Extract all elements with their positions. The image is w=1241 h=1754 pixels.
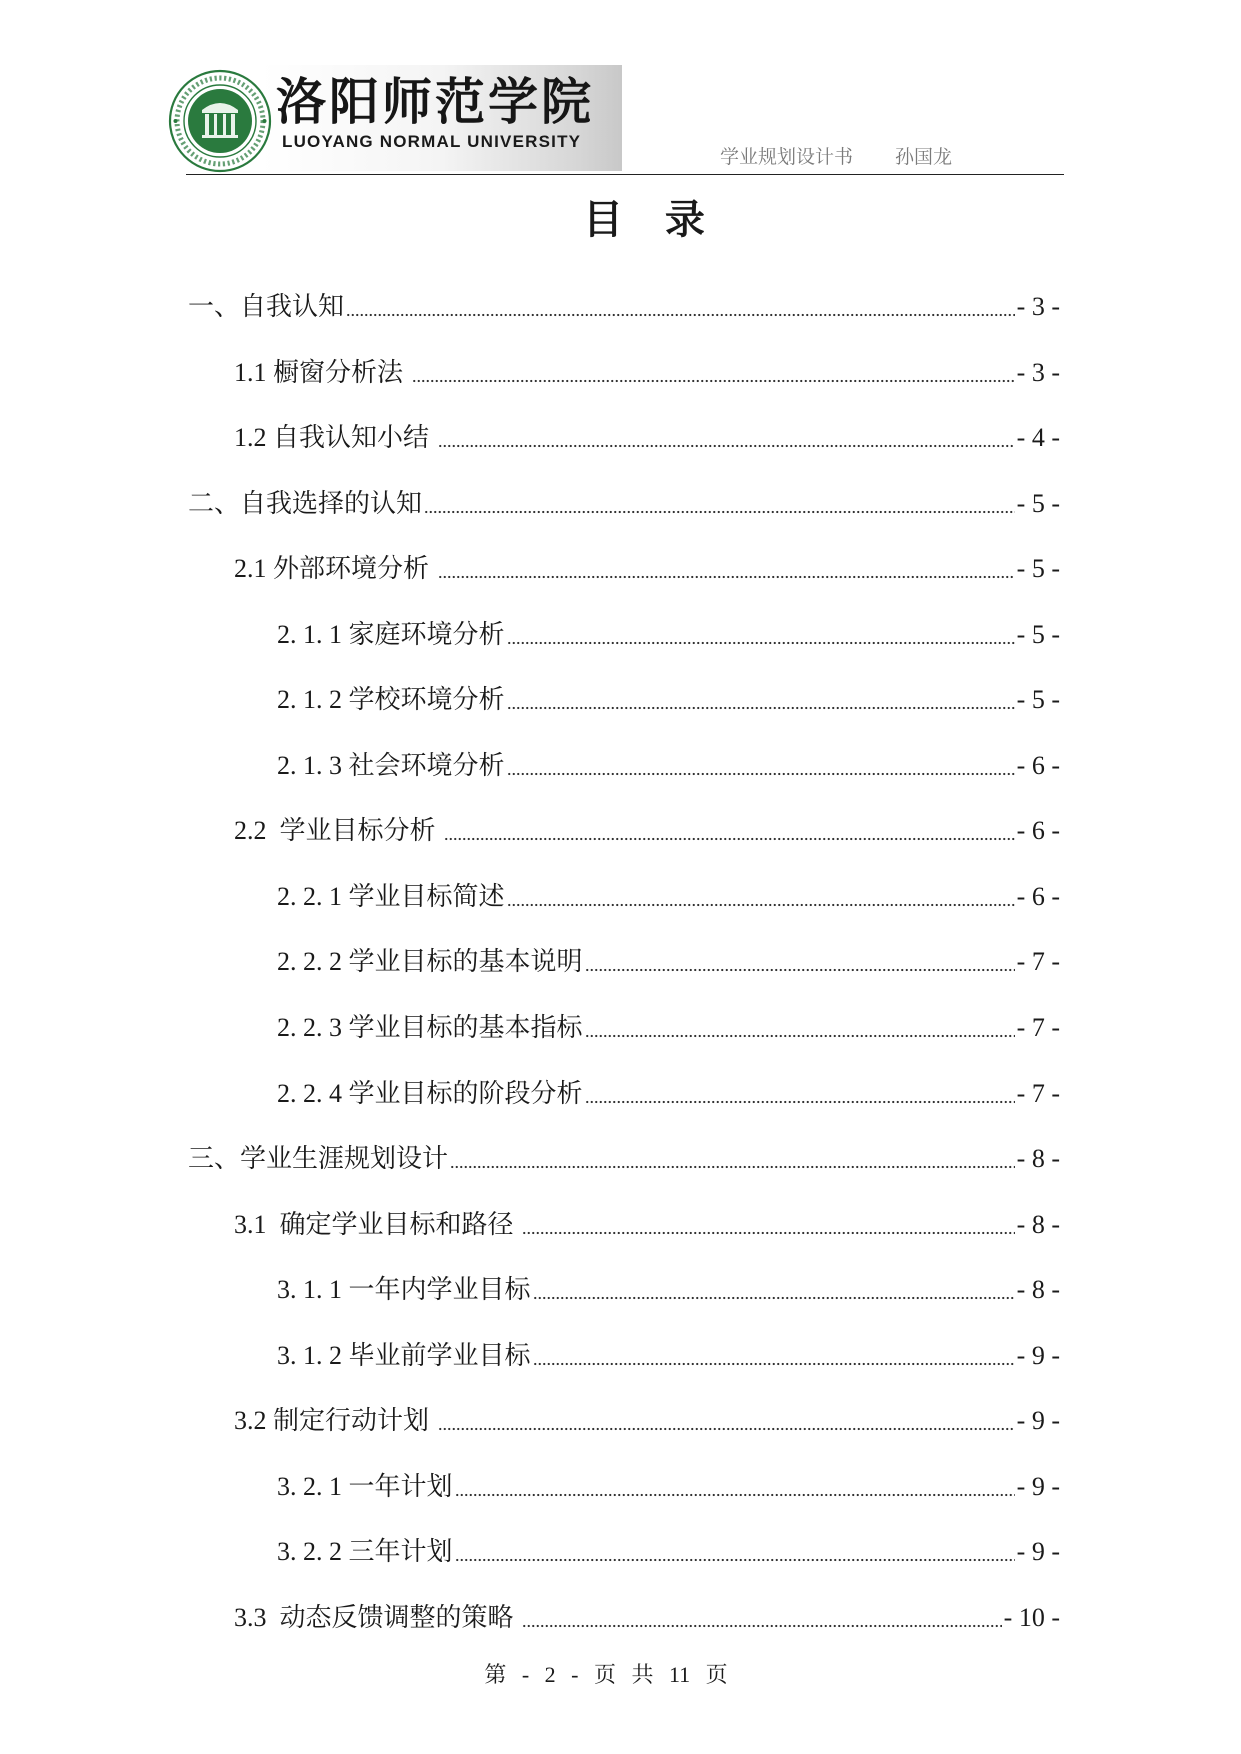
toc-entry-page-number: - 3 - (1016, 292, 1060, 321)
toc-entry-title: 2. 1. 1 家庭环境分析 (277, 619, 505, 649)
toc-entry[interactable] (188, 274, 1060, 340)
toc-entry-page-number: - 7 - (1016, 947, 1060, 977)
logo-university-name-cn: 洛阳师范学院 (276, 72, 594, 131)
toc-entry[interactable] (188, 667, 1060, 733)
table-of-contents (188, 274, 1060, 1650)
toc-entry-page-number: - 8 - (1016, 1209, 1060, 1239)
toc-entry-page-number: - 6 - (1016, 881, 1060, 911)
toc-dot-leader (412, 340, 1015, 406)
toc-dot-leader (455, 1519, 1015, 1585)
toc-entry-page-number: - 9 - (1016, 1537, 1060, 1567)
toc-dot-leader (522, 1585, 1002, 1651)
toc-entry[interactable] (188, 536, 1060, 602)
toc-dot-leader (450, 1126, 1015, 1192)
toc-entry-page-number: - 5 - (1016, 619, 1060, 649)
toc-entry-title: 2. 2. 2 学业目标的基本说明 (277, 947, 583, 977)
seal-dot-left (174, 119, 178, 123)
toc-entry-title: 3.3 动态反馈调整的策略 (234, 1602, 521, 1632)
header-author: 孙国龙 (895, 146, 953, 168)
seal-dot-right (263, 119, 267, 123)
toc-entry-title: 3.2 制定行动计划 (234, 1406, 436, 1436)
toc-entry-page-number: - 7 - (1016, 1013, 1060, 1043)
toc-entry-title: 2. 2. 3 学业目标的基本指标 (277, 1013, 583, 1043)
toc-entry[interactable] (188, 1388, 1060, 1454)
toc-entry[interactable] (188, 1257, 1060, 1323)
toc-entry-page-number: - 6 - (1016, 816, 1060, 846)
toc-entry[interactable] (188, 929, 1060, 995)
toc-entry[interactable] (188, 1454, 1060, 1520)
toc-entry[interactable] (188, 733, 1060, 799)
toc-dot-leader (585, 1061, 1015, 1127)
toc-dot-leader (438, 536, 1015, 602)
toc-entry-page-number: - 3 - (1016, 357, 1060, 387)
toc-entry-title: 1.2 自我认知小结 (234, 423, 436, 453)
toc-dot-leader (585, 929, 1015, 995)
toc-entry[interactable] (188, 1126, 1060, 1192)
toc-dot-leader (522, 1192, 1015, 1258)
toc-entry-title: 3.1 确定学业目标和路径 (234, 1209, 521, 1239)
toc-entry-page-number: - 8 - (1016, 1275, 1060, 1305)
toc-dot-leader (438, 405, 1015, 471)
toc-dot-leader (438, 1388, 1015, 1454)
toc-entry-page-number: - 5 - (1016, 685, 1060, 715)
toc-dot-leader (507, 733, 1015, 799)
toc-entry-title: 2. 2. 1 学业目标简述 (277, 881, 505, 911)
page-number-footer: 第 - 2 - 页 共 11 页 (484, 1662, 728, 1687)
toc-entry-page-number: - 9 - (1016, 1340, 1060, 1370)
logo-university-name-en: LUOYANG NORMAL UNIVERSITY (282, 132, 582, 151)
toc-entry-page-number: - 7 - (1016, 1078, 1060, 1108)
toc-entry-title: 2.2 学业目标分析 (234, 816, 443, 846)
toc-entry-page-number: - 5 - (1016, 488, 1060, 518)
toc-entry-title: 二、自我选择的认知 (188, 488, 423, 518)
toc-entry-page-number: - 6 - (1016, 750, 1060, 780)
toc-entry[interactable] (188, 1519, 1060, 1585)
toc-dot-leader (507, 864, 1015, 930)
toc-entry[interactable] (188, 995, 1060, 1061)
toc-title: 目 录 (583, 196, 719, 243)
toc-dot-leader (455, 1454, 1015, 1520)
toc-entry-title: 3. 2. 1 一年计划 (277, 1471, 453, 1501)
toc-entry[interactable] (188, 1192, 1060, 1258)
toc-dot-leader (585, 995, 1015, 1061)
toc-entry[interactable] (188, 798, 1060, 864)
toc-entry-title: 2. 2. 4 学业目标的阶段分析 (277, 1078, 583, 1108)
toc-entry[interactable] (188, 864, 1060, 930)
toc-entry[interactable] (188, 1323, 1060, 1389)
toc-entry-page-number: - 5 - (1016, 554, 1060, 584)
toc-dot-leader (507, 602, 1015, 668)
toc-entry-page-number: - 4 - (1016, 423, 1060, 453)
toc-dot-leader (533, 1257, 1015, 1323)
toc-entry-title: 2. 1. 2 学校环境分析 (277, 685, 505, 715)
toc-entry-title: 三、学业生涯规划设计 (188, 1144, 449, 1174)
toc-entry-title: 一、自我认知 (188, 292, 345, 321)
toc-entry[interactable] (188, 405, 1060, 471)
toc-entry-title: 1.1 橱窗分析法 (234, 357, 410, 387)
toc-entry[interactable] (188, 471, 1060, 537)
toc-entry-page-number: - 8 - (1016, 1144, 1060, 1174)
toc-dot-leader (424, 471, 1015, 537)
toc-dot-leader (507, 667, 1015, 733)
toc-entry-title: 2. 1. 3 社会环境分析 (277, 750, 505, 780)
university-seal-logo (168, 69, 272, 173)
toc-dot-leader (444, 798, 1015, 864)
seal-center-disc (188, 89, 252, 153)
toc-entry[interactable] (188, 1061, 1060, 1127)
toc-entry-page-number: - 9 - (1016, 1471, 1060, 1501)
header-rule (186, 174, 1064, 175)
toc-dot-leader (533, 1323, 1015, 1389)
toc-entry[interactable] (188, 340, 1060, 406)
toc-entry-page-number: - 10 - (1003, 1602, 1060, 1632)
toc-entry[interactable] (188, 1585, 1060, 1651)
header-document-title: 学业规划设计书 (720, 146, 854, 168)
toc-entry-title: 3. 1. 1 一年内学业目标 (277, 1275, 531, 1305)
toc-entry-page-number: - 9 - (1016, 1406, 1060, 1436)
toc-entry[interactable] (188, 602, 1060, 668)
toc-dot-leader (346, 274, 1015, 340)
toc-entry-title: 3. 1. 2 毕业前学业目标 (277, 1340, 531, 1370)
toc-entry-title: 3. 2. 2 三年计划 (277, 1537, 453, 1567)
toc-entry-title: 2.1 外部环境分析 (234, 554, 436, 584)
